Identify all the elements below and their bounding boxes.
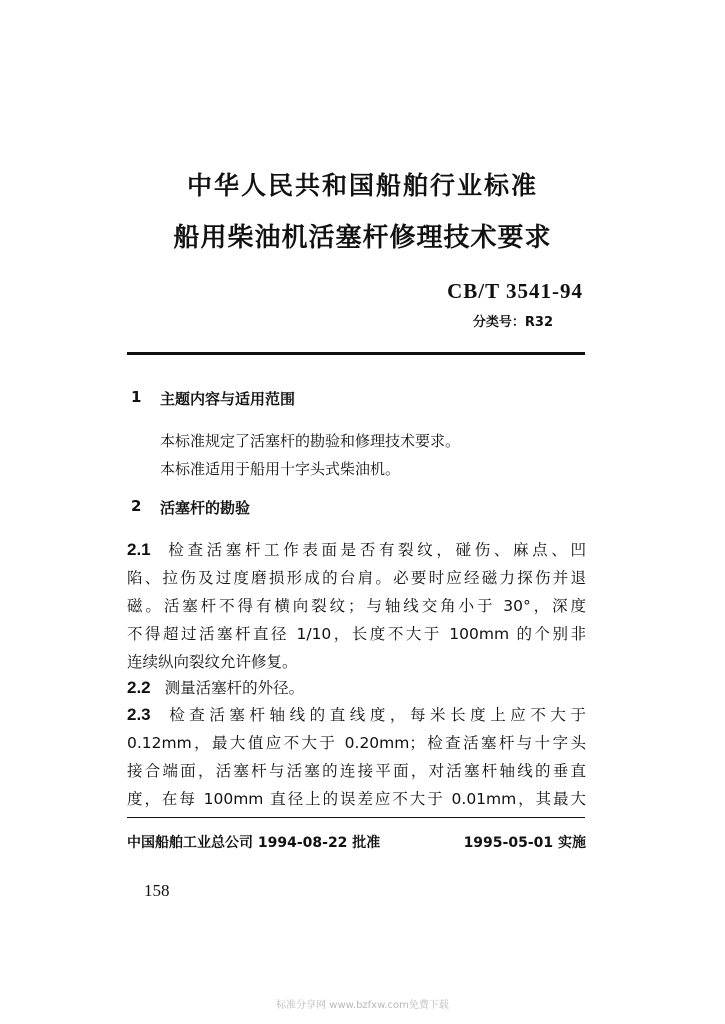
clause-2-3-line-1 bbox=[127, 703, 586, 725]
document-title-main: 中华人民共和国船舶行业标准 bbox=[186, 171, 538, 200]
section-2-title: 活塞杆的勘验 bbox=[160, 499, 251, 517]
clause-2-2-line bbox=[127, 676, 586, 698]
bottom-rule-divider bbox=[127, 817, 585, 818]
section-2-number: 2 bbox=[131, 497, 142, 515]
clause-2-3-number: 2.3 bbox=[127, 705, 151, 724]
clause-2-3-line-2: 0.12mm，最大值应不大于 0.20mm；检查活塞杆与十字头 bbox=[127, 734, 586, 752]
top-rule-divider bbox=[127, 352, 585, 355]
clause-2-2-text: 测量活塞杆的外径。 bbox=[164, 679, 305, 697]
clause-2-3-line-3: 接合端面，活塞杆与活塞的连接平面，对活塞杆轴线的垂直 bbox=[127, 762, 586, 780]
section-1-paragraph-1: 本标准规定了活塞杆的勘验和修理技术要求。 bbox=[160, 432, 461, 450]
classification-number: 分类号：R32 bbox=[472, 315, 553, 330]
section-1-title: 主题内容与适用范围 bbox=[160, 390, 296, 408]
clause-2-3-text-1: 检查活塞杆轴线的直线度，每米长度上应不大于 bbox=[164, 706, 586, 724]
standard-code: CB/T 3541-94 bbox=[447, 279, 583, 303]
clause-2-1-number: 2.1 bbox=[127, 540, 151, 559]
clause-2-1-line-4: 不得超过活塞杆直径 1/10，长度不大于 100mm 的个别非 bbox=[127, 625, 586, 643]
clause-2-1-line-1 bbox=[127, 538, 586, 560]
implementation-date: 1995-05-01 实施 bbox=[463, 835, 586, 851]
clause-2-1-text-1: 检查活塞杆工作表面是否有裂纹，碰伤、麻点、凹 bbox=[164, 541, 586, 559]
page-number: 158 bbox=[144, 881, 170, 900]
clause-2-2-number: 2.2 bbox=[127, 678, 151, 697]
clause-2-1-line-3: 磁。活塞杆不得有横向裂纹；与轴线交角小于 30°，深度 bbox=[127, 597, 586, 615]
clause-2-3-line-4: 度，在每 100mm 直径上的误差应不大于 0.01mm，其最大 bbox=[127, 790, 586, 808]
section-1-paragraph-2: 本标准适用于船用十字头式柴油机。 bbox=[160, 460, 401, 478]
clause-2-1-line-5: 连续纵向裂纹允许修复。 bbox=[127, 653, 298, 671]
clause-2-1-line-2: 陷、拉伤及过度磨损形成的台肩。必要时应经磁力探伤并退 bbox=[127, 569, 586, 587]
section-1-number: 1 bbox=[131, 388, 142, 406]
watermark-text: 标准分享网 www.bzfxw.com免费下载 bbox=[276, 1000, 449, 1011]
document-title-sub: 船用柴油机活塞杆修理技术要求 bbox=[173, 223, 552, 253]
approval-date: 中国船舶工业总公司 1994-08-22 批准 bbox=[127, 835, 381, 851]
